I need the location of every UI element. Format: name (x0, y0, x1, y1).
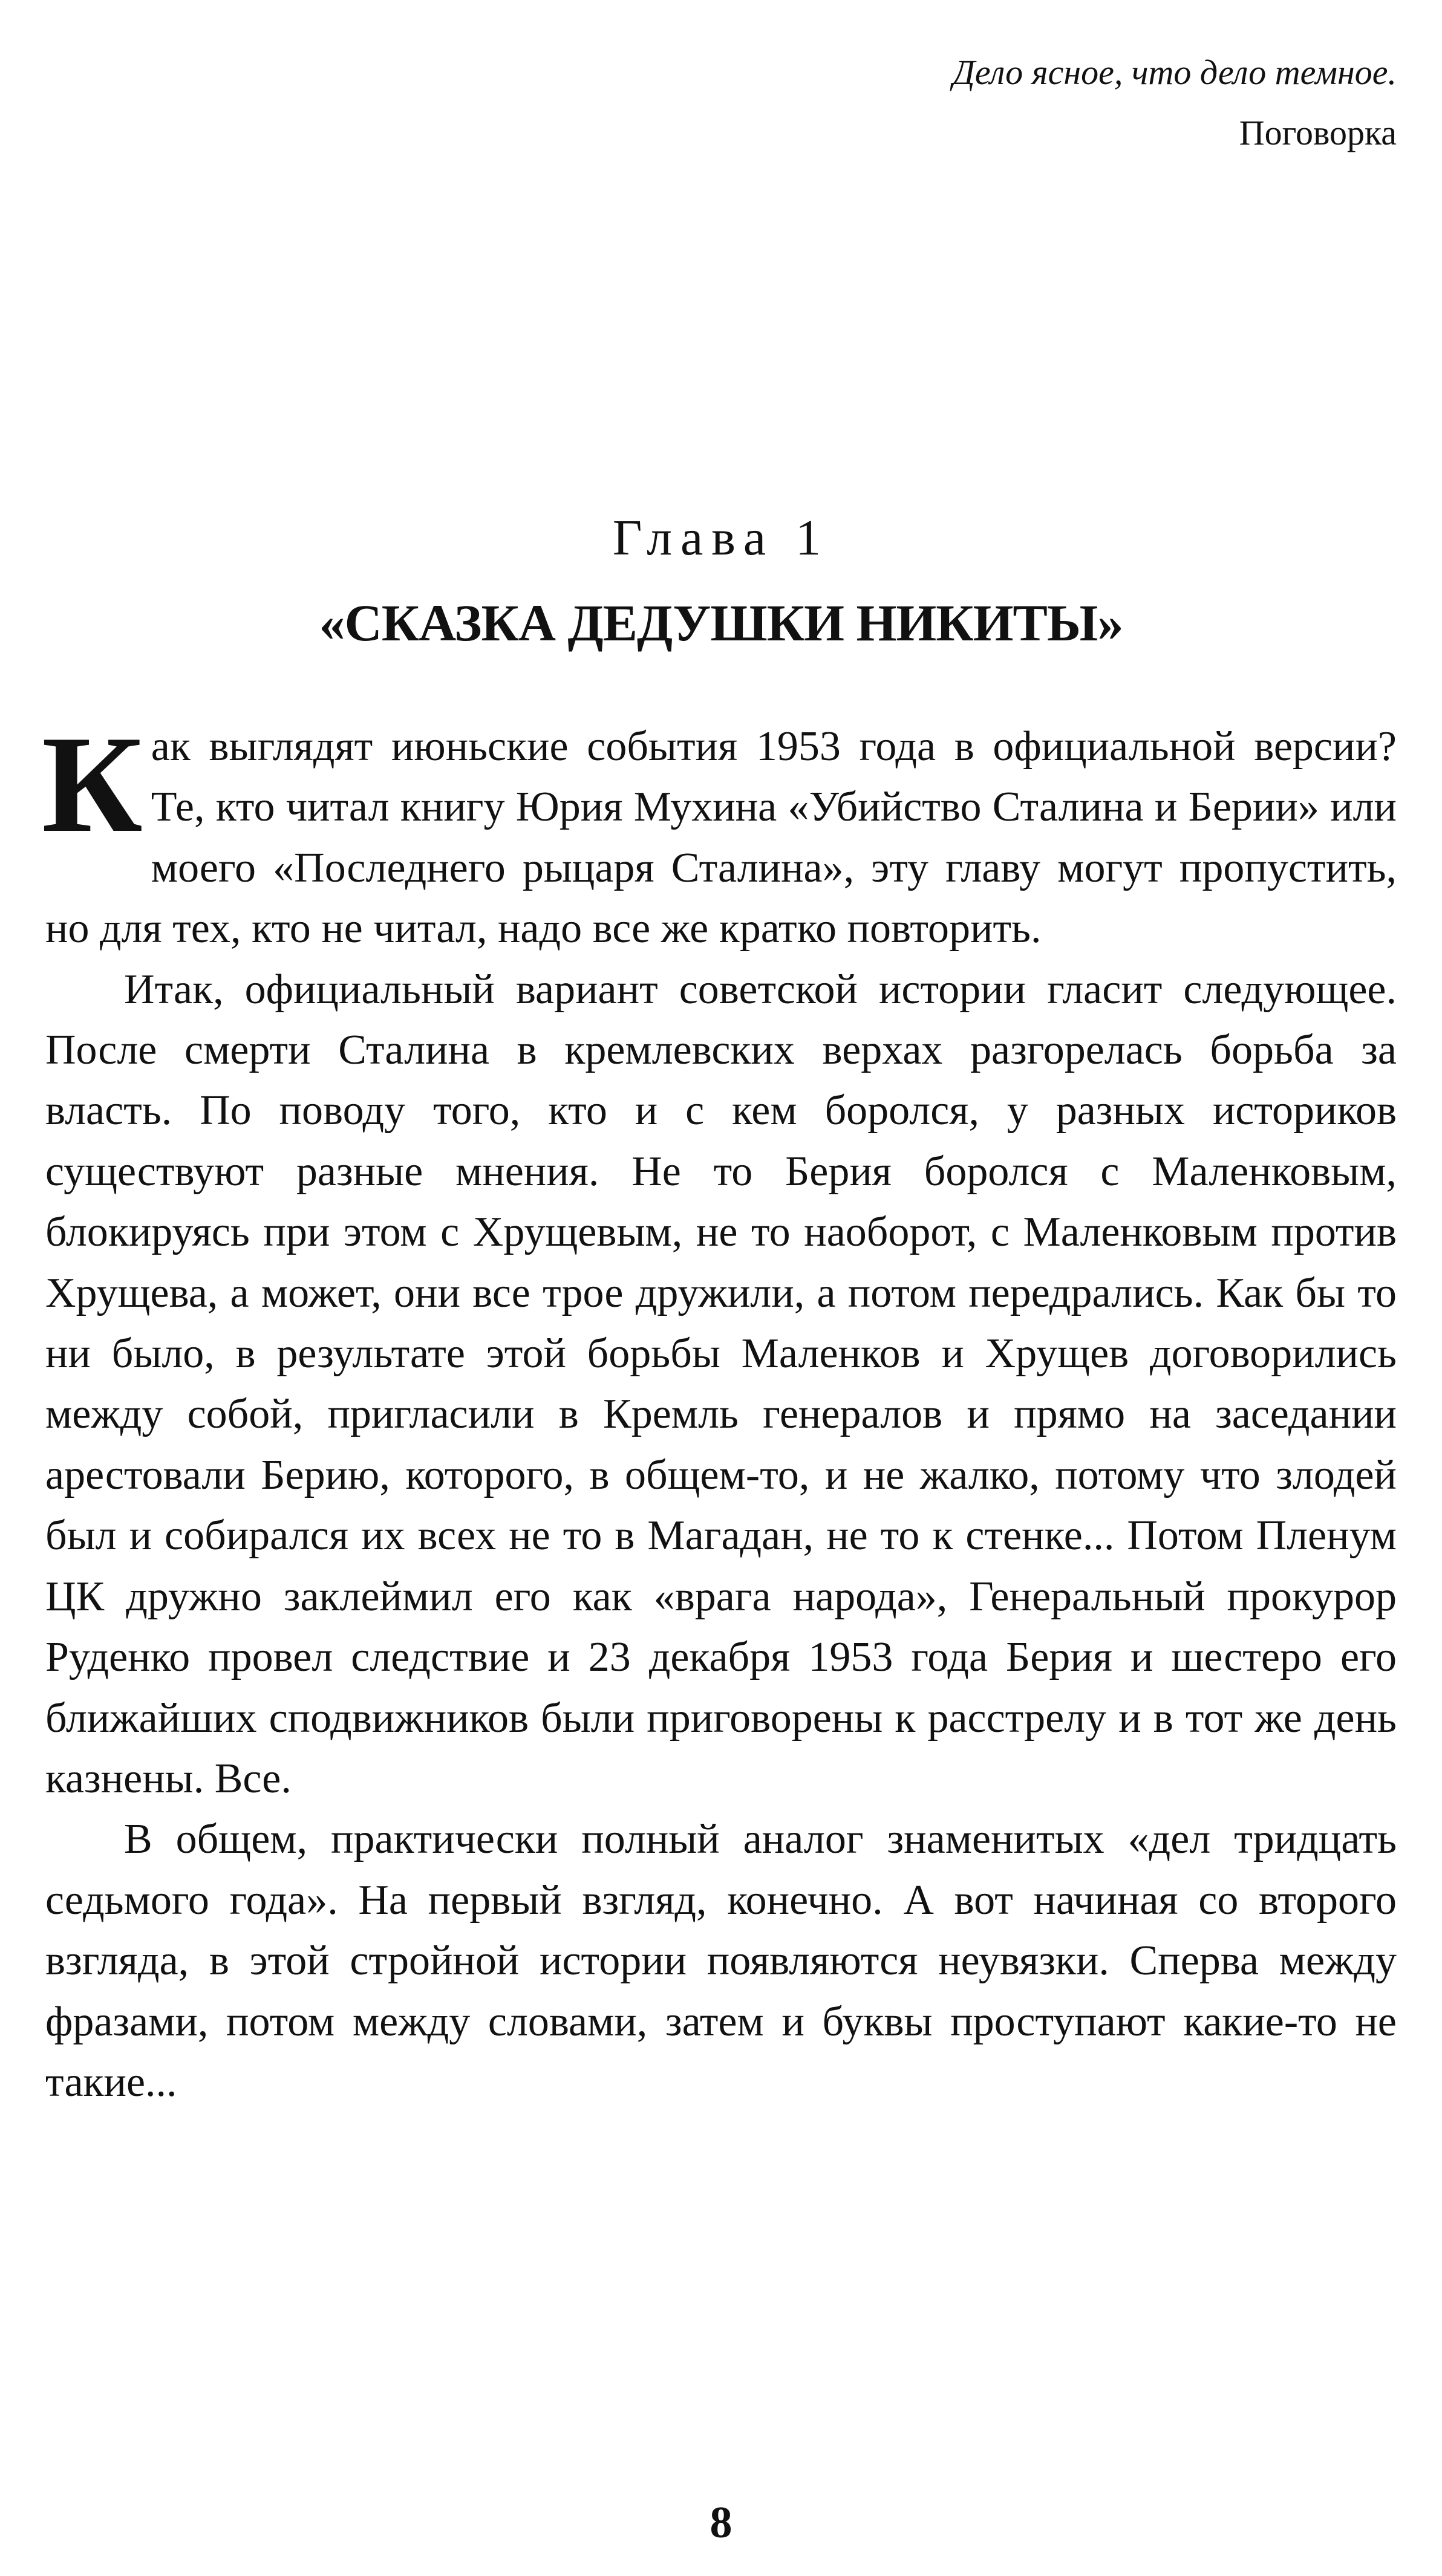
chapter-title: «СКАЗКА ДЕДУШКИ НИКИТЫ» (319, 594, 1123, 652)
paragraph-2: Итак, официальный вариант советской истории гласит следующее. После смерти Сталина в кремлевских верхах разгорелась борьба за власть. По поводу того, кто и с кем боролся, у разных историков существуют разные мнения. Не то Берия боролся с Маленковым, блокируясь при этом с Хрущевым, не то наоборот, с Маленковым против Хрущева, а может, они все трое дружили, а потом передрались. Как бы то ни было, в результате этой борьбы Маленков и Хрущев договорились между собой, пригласили в Кремль генералов и прямо на заседании арестовали Берию, которого, в общем-то, и не жалко, потому что злодей был и собирался их всех не то в Магадан, не то к стенке... Потом Пленум ЦК дружно заклеймил его как «врага народа», Генеральный прокурор Руденко провел следствие и 23 декабря 1953 года Берия и шестеро его ближайших сподвижников были приговорены к расстрелу и в тот же день казнены. Все. (45, 966, 1397, 1802)
epigraph-source: Поговорка (1239, 113, 1397, 152)
epigraph-quote: Дело ясное, что дело темное. (952, 53, 1397, 92)
paragraph-1-text: ак выглядят июньские события 1953 года в официальной версии? Те, кто читал книгу Юрия Мухина «Убийство Сталина и Берии» или моего «Последнего рыцаря Сталина», эту главу могут пропустить, но для тех, кто не читал, надо все же кратко повторить. (45, 723, 1397, 952)
epigraph (953, 42, 1397, 163)
chapter-label: Глава 1 (612, 510, 830, 566)
drop-cap: К (42, 707, 143, 861)
page-number: 8 (710, 2498, 732, 2548)
body-text (42, 707, 1397, 2113)
paragraph-3: В общем, практически полный аналог знаменитых «дел тридцать седьмого года». На первый взгляд, конечно. А вот начиная со второго взгляда, в этой стройной истории появляются неувязки. Сперва между фразами, потом между словами, затем и буквы проступают какие-то не такие... (45, 1816, 1397, 2106)
paragraph-1 (42, 707, 1397, 960)
chapter-header (0, 502, 1442, 659)
